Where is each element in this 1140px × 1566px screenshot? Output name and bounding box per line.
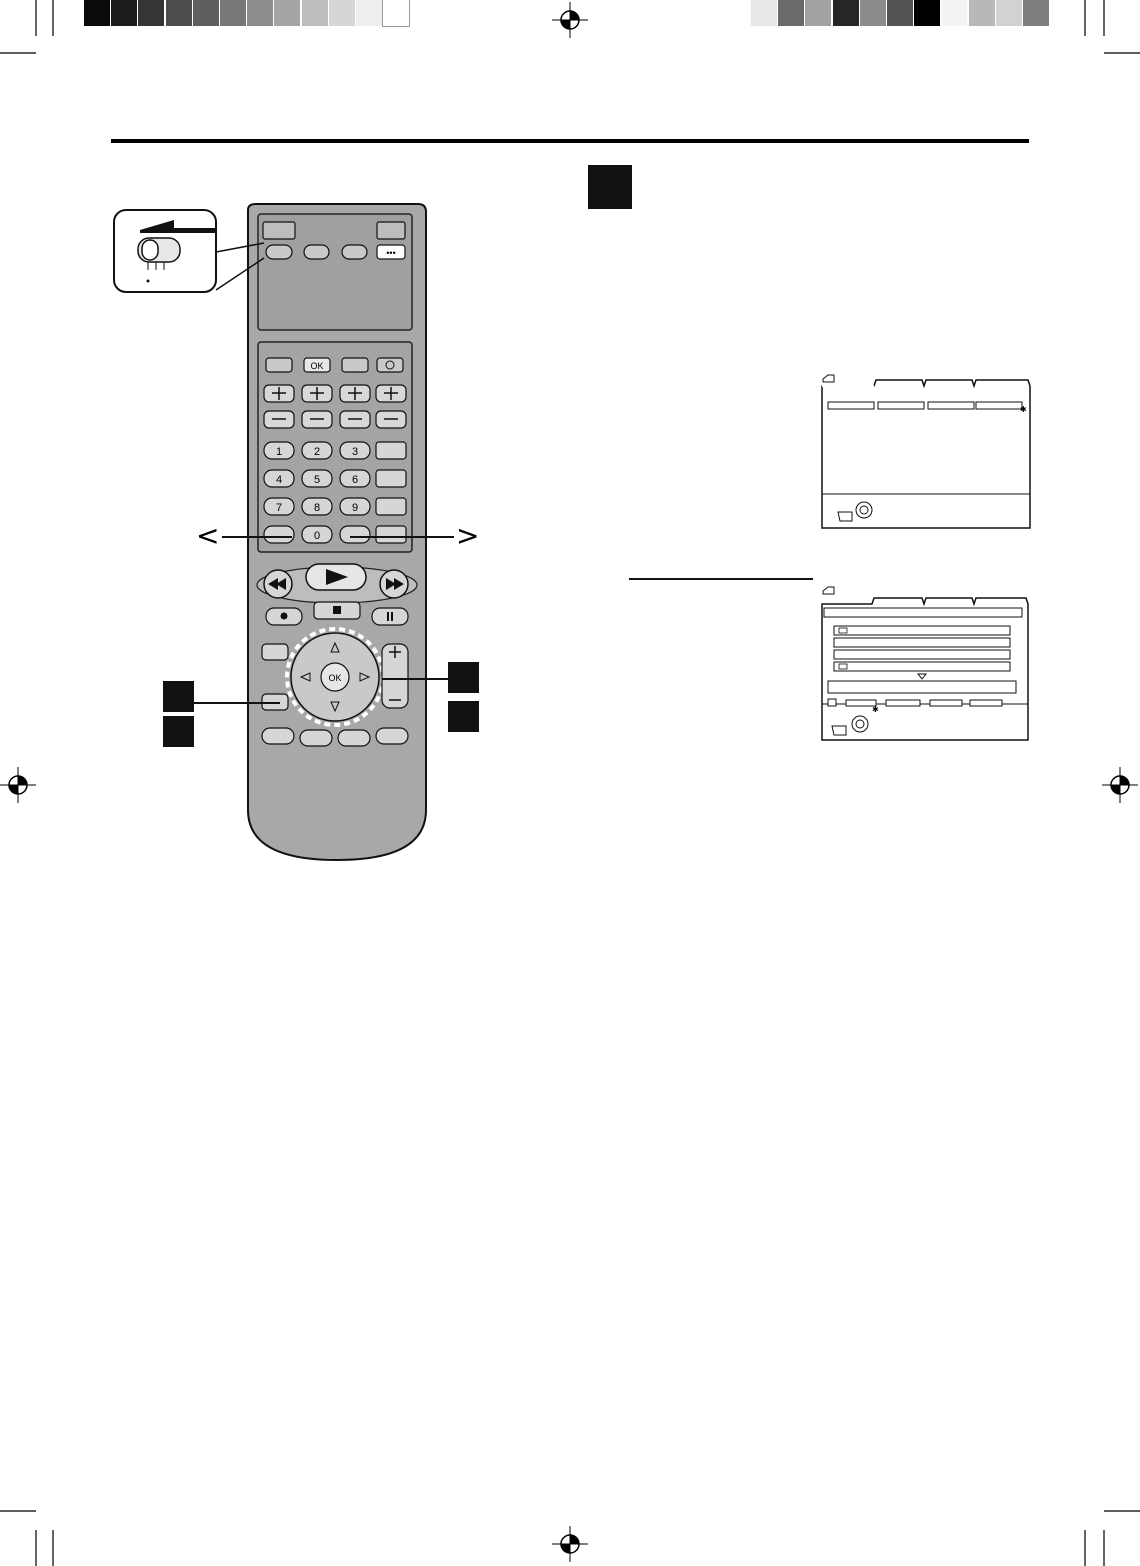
left-step-callout-line bbox=[194, 702, 280, 704]
key-4: 4 bbox=[275, 474, 283, 486]
key-0: 0 bbox=[313, 530, 321, 542]
header-rule bbox=[111, 139, 1029, 143]
step-box-right-1 bbox=[448, 662, 479, 693]
step-box-left-1 bbox=[163, 681, 194, 712]
step-box-main bbox=[588, 165, 632, 209]
ok-small-label: OK bbox=[310, 361, 324, 371]
key-8: 8 bbox=[313, 502, 321, 514]
step-box-right-2 bbox=[448, 701, 479, 732]
left-arrow-label: < bbox=[196, 519, 220, 552]
key-1: 1 bbox=[275, 446, 283, 458]
step-box-left-2 bbox=[163, 716, 194, 747]
right-step-callout-line bbox=[382, 678, 448, 680]
left-callout-line bbox=[222, 536, 292, 538]
svg-text:✱: ✱ bbox=[872, 705, 879, 714]
right-arrow-label: > bbox=[456, 519, 480, 552]
osd-screen-2 bbox=[818, 584, 1032, 744]
key-2: 2 bbox=[313, 446, 321, 458]
key-5: 5 bbox=[313, 474, 321, 486]
right-callout-line bbox=[350, 536, 454, 538]
key-6: 6 bbox=[351, 474, 359, 486]
ok-nav-label: OK bbox=[328, 673, 342, 683]
key-9: 9 bbox=[351, 502, 359, 514]
svg-text:•••: ••• bbox=[386, 248, 396, 258]
svg-text:✱: ✱ bbox=[1020, 405, 1027, 414]
remote-control bbox=[100, 200, 450, 870]
osd-screen-1 bbox=[818, 372, 1032, 532]
key-7: 7 bbox=[275, 502, 283, 514]
section-divider bbox=[629, 578, 813, 580]
key-3: 3 bbox=[351, 446, 359, 458]
